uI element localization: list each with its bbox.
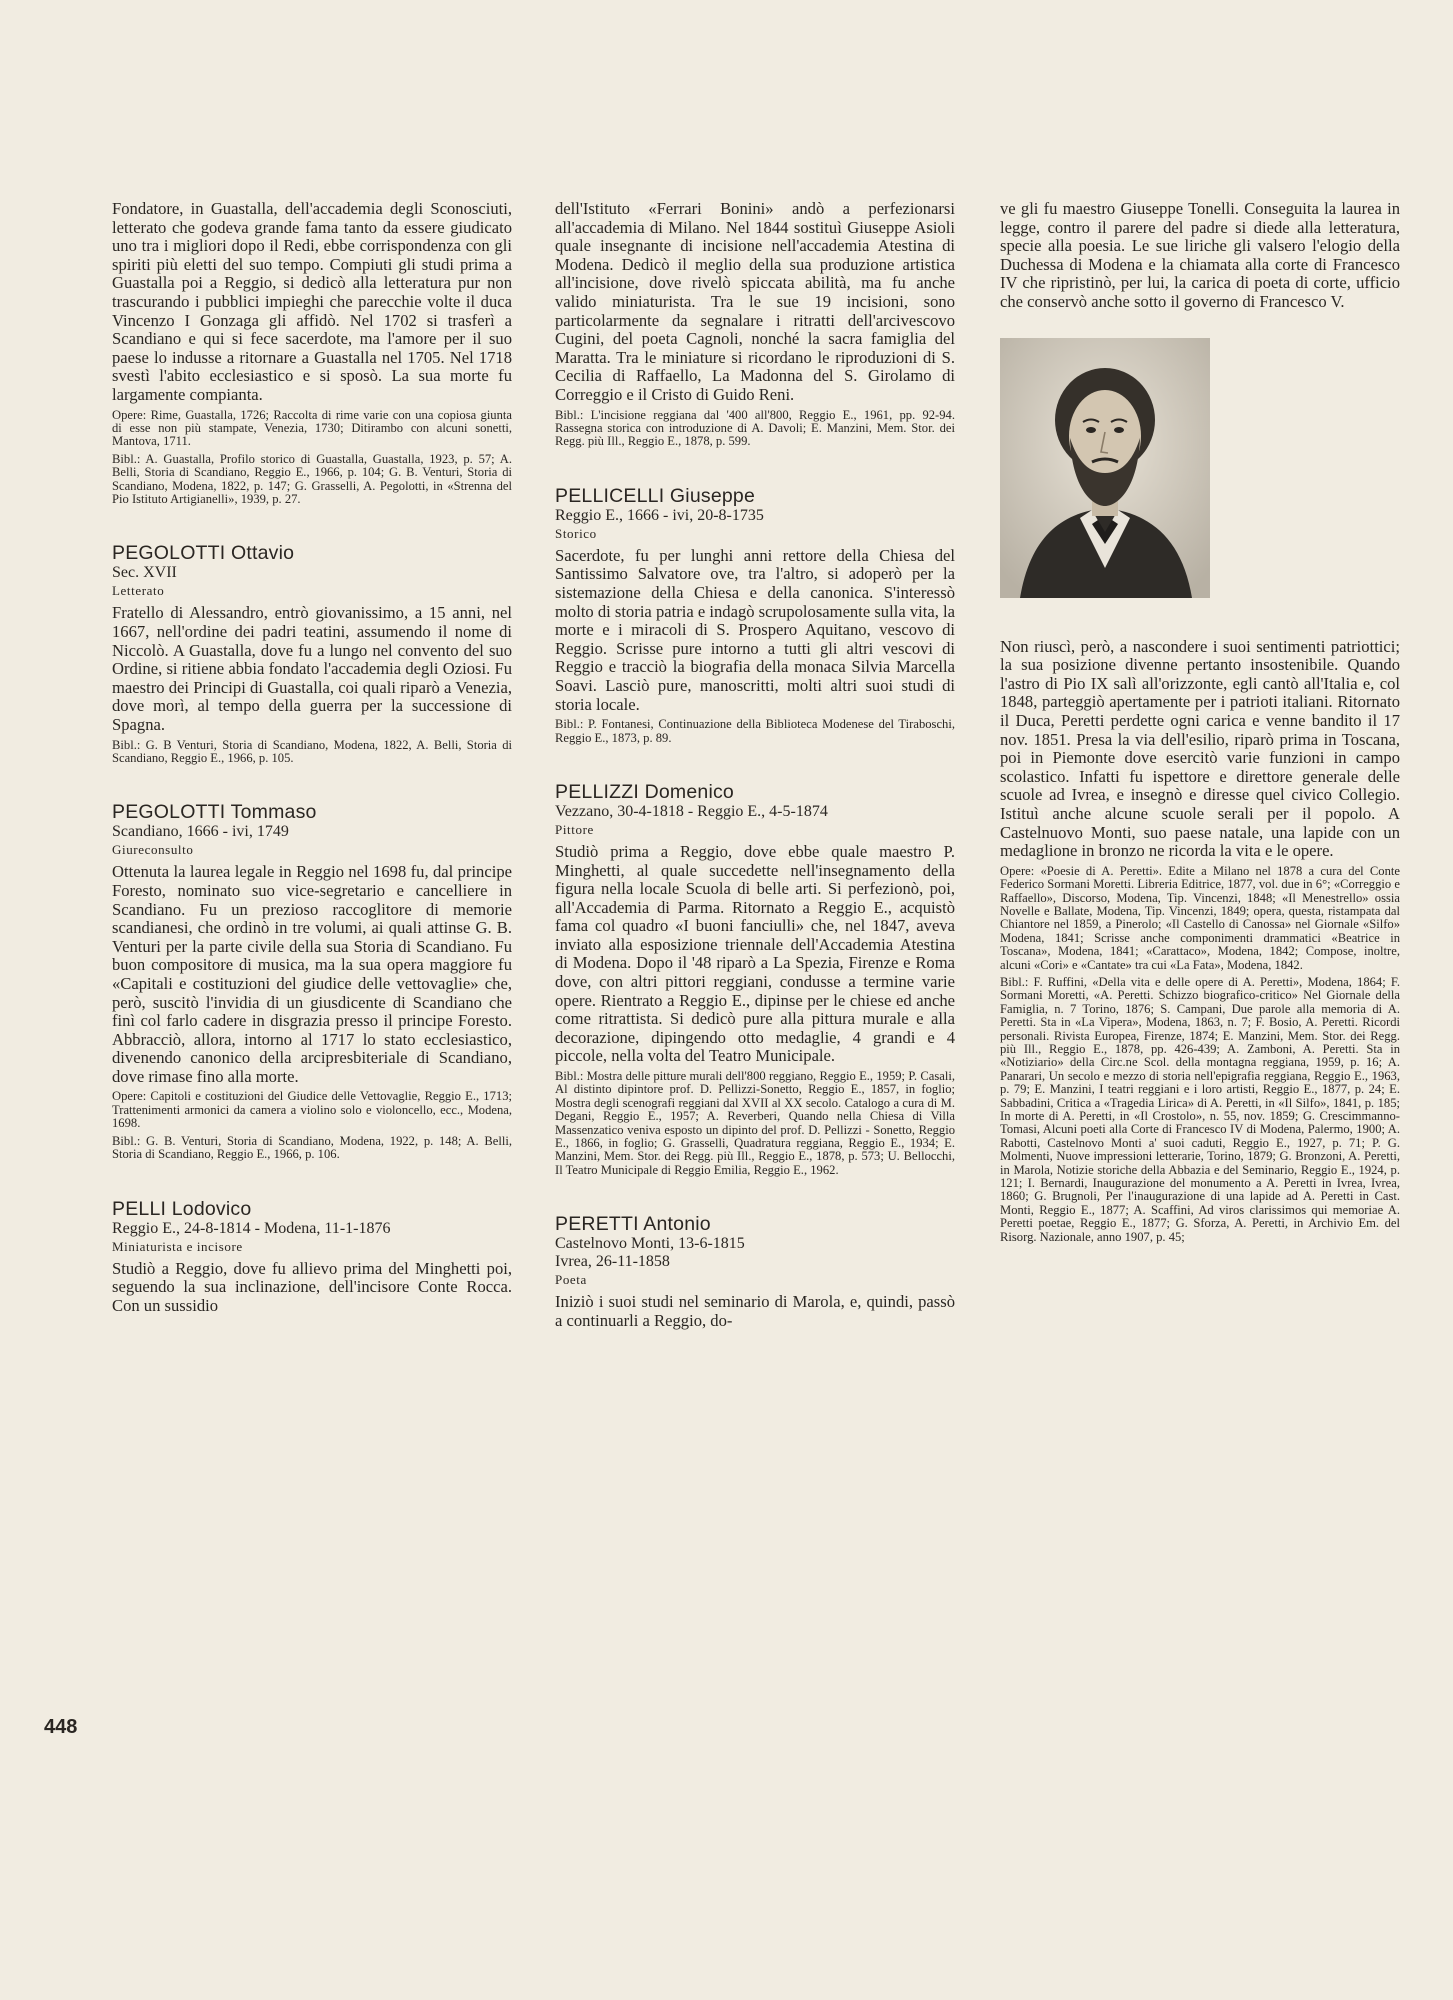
entry-pellizzi-domenico xyxy=(555,781,955,1177)
page-number: 448 xyxy=(44,1716,78,1738)
entry-name: PELLICELLI Giuseppe xyxy=(555,484,756,507)
entry-bibliography: Bibl.: G. B. Venturi, Storia di Scandiano, Modena, 1922, p. 148; A. Belli, Storia di Scandiano, Reggio E., 1966, p. 106. xyxy=(112,1133,512,1162)
intro-bibliography: Bibl.: A. Guastalla, Profilo storico di Guastalla, Guastalla, 1923, p. 57; A. Belli, Storia di Scandiano, Reggio E., 1966, p. 104; G. B. Venturi, Storia di Scandiano, Modena, 1822, p. 147; G. Grasselli, A. Pegolotti, in «Strenna del Pio Istituto Artigianelli», 1939, p. 27. xyxy=(112,451,512,506)
entry-peretti-antonio xyxy=(555,1213,955,1330)
entry-role: Giureconsulto xyxy=(112,842,194,858)
intro-text: dell'Istituto «Ferrari Bonini» andò a perfezionarsi all'accademia di Milano. Nel 1844 sostituì Giuseppe Asioli quale insegnante di incisione nell'accademia Atestina di Modena. Dedicò il meglio della sua produzione artistica all'incisione, dove rivelò spiccata abilità, ma fu anche valido miniaturista. Tra le sue 19 incisioni, sono particolarmente da segnalare i ritratti dell'arcivescovo Cugini, del poeta Cagnoli, nonché la sacra famiglia del Maratta. Tra le miniature si ricordano le riproduzioni di S. Cecilia di Raffaello, La Madonna del S. Girolamo di Correggio e il Cristo di Guido Reni. xyxy=(555,199,955,404)
entry-dates: Vezzano, 30-4-1818 - Reggio E., 4-5-1874 xyxy=(555,802,828,820)
entry-role: Poeta xyxy=(555,1272,587,1288)
entry-dates: Reggio E., 1666 - ivi, 20-8-1735 xyxy=(555,506,764,524)
column-2 xyxy=(555,200,955,1330)
continued-text: ve gli fu maestro Giuseppe Tonelli. Conseguita la laurea in legge, contro il parere del padre si diede alla letteratura, specie alla poesia. Le sue liriche gli valsero l'elogio della Duchessa di Modena e la chiamata alla corte di Francesco IV che ripristinò, per lui, la carica di poeta di corte, ufficio che conservò anche sotto il governo di Francesco V. xyxy=(1000,199,1400,311)
entry-dates: Scandiano, 1666 - ivi, 1749 xyxy=(112,823,289,841)
bibliography: Bibl.: F. Ruffini, «Della vita e delle opere di A. Peretti», Modena, 1864; F. Sormani Moretti, «A. Peretti. Schizzo biografico-critico» Nel Giornale della Famiglia, n. 7 Torino, 1876; S. Campani, Due parole alla memoria di A. Peretti. Sta in «La Vipera», Modena, 1863, n. 7; F. Bosio, A. Peretti. Ricordi personali. Rivista Europea, Firenze, 1874; E. Manzini, Mem. Stor. dei Regg. più Ill., Reggio E., 1878, pp. 426-439; A. Zamboni, A. Peretti. Sta in «Notiziario» della Circ.ne Scol. della montagna reggiana, 1959, p. 16; A. Panarari, Un secolo e mezzo di storia nell'epigrafia reggiana, Reggio E., 1963, p. 79; E. Manzini, I teatri reggiani e i loro artisti, Reggio E., 1877, p. 24; E. Sabbadini, Critica a «Tragedia Lirica» di A. Peretti, in «Il Silfo», 1841, p. 185; In morte di A. Peretti, in «Il Crostolo», n. 55, nov. 1859; G. Crescimmanno-Tomasi, Alcuni poeti alla Corte di Francesco IV di Modena, Palermo, 1900; A. Rabotti, Castelnovo Monti a' suoi caduti, Reggio E., 1927, p. 71; P. G. Molmenti, Nuove impressioni letterarie, Torino, 1879; G. Bronzoni, A. Peretti, in Marola, Notizie storiche della Abbazia e del Seminario, Reggio E., 1924, p. 121; I. Bernardi, Inaugurazione del monumento a A. Peretti in Ivrea, Ivrea, 1860; G. Brugnoli, Per l'inaugurazione di una lapide ad A. Peretti in Cast. Monti, Reggio E., 1877; A. Scaffini, Ad viros clarissimos qui memoriae A. Peretti poetae, Reggio E., 1877; G. Sforza, A. Peretti, in Archivio Em. del Risorg. Nazionale, anno 1907, p. 45; xyxy=(1000,974,1400,1244)
entry-opere: Opere: Capitoli e costituzioni del Giudice delle Vettovaglie, Reggio E., 1713; Trattenimenti armonici da camera a violino solo e violoncello, ecc., Modena, 1698. xyxy=(112,1089,512,1131)
portrait-image xyxy=(1000,338,1210,598)
entry-pelli-lodovico xyxy=(112,1198,512,1316)
entry-role: Miniaturista e incisore xyxy=(112,1238,243,1254)
opere-list: Opere: «Poesie di A. Peretti». Edite a Milano nel 1878 a cura del Conte Federico Sormani Moretti. Libreria Editrice, 1877, vol. due in 6°; «Correggio e Raffaello», Discorso, Modena, Tip. Vincenzi, 1848; «Il Menestrello» ossia Novelle e Ballate, Modena, Tip. Vincenzi, 1849; opera, questa, ristampata dal Chiantore nel 1859, a Pinerolo; «Il Castello di Canossa» nel Giornale «Silfo» Modena, 1841; Scrisse anche componimenti drammatici «Beatrice in Toscana», Modena, 1841; «Carattaco», Modena, 1842; Compose, inoltre, alcuni «Cori» e «Cantate» tra cui «La Fata», Modena, 1842. xyxy=(1000,863,1400,972)
entry-role: Pittore xyxy=(555,821,594,837)
intro-text: Fondatore, in Guastalla, dell'accademia degli Sconosciuti, letterato che godeva grande fama tanto da essere giudicato uno tra i migliori dopo il Redi, ebbe corrispondenza con gli spiriti più eletti del suo tempo. Compiuti gli studi prima a Guastalla poi a Reggio, si dedicò alla letteratura pur non trascurando i pubblici impieghi che parecchie volte il duca Vincenzo I Gonzaga gli affidò. Nel 1702 si trasferì a Scandiano e qui si fece sacerdote, ma l'amore per il suo paese lo indusse a ritornare a Guastalla nel 1705. Nel 1718 svestì l'abito ecclesiastico e si sposò. La sua morte fu largamente compianta. xyxy=(112,199,512,404)
intro-bibliography: Bibl.: L'incisione reggiana dal '400 all'800, Reggio E., 1961, pp. 92-94. Rassegna storica con introduzione di A. Davoli; E. Manzini, Mem. Stor. dei Regg. più Ill., Reggio E., 1878, p. 599. xyxy=(555,407,955,449)
entry-text: Studiò a Reggio, dove fu allievo prima del Minghetti poi, seguendo la sua inclinazione, dell'incisore Conte Rocca. Con un sussidio xyxy=(112,1258,512,1315)
entry-role: Letterato xyxy=(112,583,165,599)
entry-bibliography: Bibl.: G. B Venturi, Storia di Scandiano, Modena, 1822, A. Belli, Storia di Scandiano, Reggio E., 1966, p. 105. xyxy=(112,737,512,765)
entry-pegolotti-ottavio xyxy=(112,542,512,765)
entry-text: Studiò prima a Reggio, dove ebbe quale maestro P. Minghetti, al quale succedette nell'insegnamento della figura nella locale Scuola di belle arti. Si perfezionò, poi, all'Accademia di Parma. Ritornato a Reggio E., acquistò fama col quadro «I buoni fanciulli» che, nel 1847, aveva inviato alla esposizione triennale dell'Accademia Atestina di Modena. Dopo il '48 riparò a La Spezia, Firenze e Roma dove, con altri pittori reggiani, condusse a termine varie opere. Rientrato a Reggio E., dipinse per le chiese ed anche come ritrattista. Si dedicò pure alla pittura murale e alla decorazione, dipingendo otto medaglie, 4 grandi e 4 piccole, nella volta del Teatro Municipale. xyxy=(555,841,955,1066)
entry-name: PERETTI Antonio xyxy=(555,1213,711,1236)
entry-pegolotti-tommaso xyxy=(112,801,512,1161)
entry-role: Storico xyxy=(555,525,597,541)
entry-text: Fratello di Alessandro, entrò giovanissimo, a 15 anni, nel 1667, nell'ordine dei padri teatini, assumendo il nome di Niccolò. A Guastalla, dove fu a lungo nel convento del suo Ordine, si ritiene abbia fondato l'accademia degli Oziosi. Fu maestro dei Principi di Guastalla, coi quali riparò a Venezia, dove morì, al tempo della guerra per la successione di Spagna. xyxy=(112,603,512,734)
column-3 xyxy=(1000,200,1400,1244)
entry-text: Iniziò i suoi studi nel seminario di Marola, e, quindi, passò a continuarli a Reggio, do- xyxy=(555,1292,955,1330)
entry-name: PEGOLOTTI Ottavio xyxy=(112,542,295,565)
entry-dates: Castelnovo Monti, 13-6-1815 xyxy=(555,1235,745,1253)
entry-name: PELLI Lodovico xyxy=(112,1197,252,1220)
entry-dates: Sec. XVII xyxy=(112,564,177,582)
entry-dates: Reggio E., 24-8-1814 - Modena, 11-1-1876 xyxy=(112,1219,391,1237)
intro-opere: Opere: Rime, Guastalla, 1726; Raccolta di rime varie con una copiosa giunta di esse non più stampate, Venezia, 1730; Ditirambo con alcuni sonetti, Mantova, 1711. xyxy=(112,407,512,449)
entry-text: Ottenuta la laurea legale in Reggio nel 1698 fu, dal principe Foresto, nominato suo vice-segretario e cancelliere in Scandiano. Fu un prezioso raccoglitore di memorie scandianesi, che ordinò in tre volumi, ai quali attinse G. B. Venturi per la parte civile della sua Storia di Scandiano. Fu buon compositore di musica, ma la sua opera maggiore fu «Capitali e costituzioni del giudice delle vettovaglie» che, però, suscitò l'invidia di un giusdicente di Scandiano che finì col farlo cadere in disgrazia presso il principe Foresto. Abbracciò, allora, intorno al 1717 lo stato ecclesiastico, divenendo canonico della arcipresbiteriale di Scandiano, dove rimase fino alla morte. xyxy=(112,862,512,1086)
entry-text: Sacerdote, fu per lunghi anni rettore della Chiesa del Santissimo Salvatore ove, tra l'altro, si adoperò per la sistemazione della Chiesa e della canonica. S'interessò molto di storia patria e indagò scrupolosamente sulla vita, la morte e i miracoli di S. Prospero Aquitano, vescovo di Reggio. Scrisse pure intorno a tutti gli altri vescovi di Reggio e tracciò la biografia della monaca Silvia Marcella Soavi. Lasciò pure, manoscritti, molti altri suoi studi di storia locale. xyxy=(555,545,955,714)
entry-bibliography: Bibl.: Mostra delle pitture murali dell'800 reggiano, Reggio E., 1959; P. Casali, Al distinto dipintore prof. D. Pellizzi-Sonetto, Reggio E., 1857, in foglio; Mostra degli scenografi reggiani dal XVII al XX secolo. Catalogo a cura di M. Degani, Reggio E., 1957; A. Reverberi, Quando nella Chiesa di Villa Massenzatico veniva esposto un dipinto del prof. D. Pellizzi - Sonetto, Reggio E., 1866, in foglio; G. Grasselli, Quadratura reggiana, Reggio E., 1934; E. Manzini, Mem. Stor. dei Regg. più Ill., Reggio E., 1878, p. 573; U. Bellocchi, Il Teatro Municipale di Reggio Emilia, Reggio E., 1962. xyxy=(555,1069,955,1177)
continued-text-after-portrait: Non riuscì, però, a nascondere i suoi sentimenti patriottici; la sua posizione divenne pertanto insostenibile. Quando l'astro di Pio IX salì all'orizzonte, egli cantò all'Italia e, col 1848, parteggiò apertamente per i patrioti italiani. Ritornato il Duca, Peretti perdette ogni carica e venne bandito il 17 nov. 1851. Presa la via dell'esilio, riparò prima in Toscana, poi in Piemonte dove esercitò varie funzioni in campo scolastico. Infatti fu ispettore e direttore generale delle scuole ad Ivrea, e insegnò e diresse quel civico Collegio. Istituì anche alcune scuole serali per il popolo. A Castelnuovo Monti, suo paese natale, una lapide con un medaglione in bronzo ne ricorda la vita e le opere. xyxy=(1000,636,1400,861)
entry-pellicelli-giuseppe xyxy=(555,485,955,745)
entry-name: PEGOLOTTI Tommaso xyxy=(112,801,317,824)
entry-dates-death: Ivrea, 26-11-1858 xyxy=(555,1253,670,1271)
portrait-of-antonio-peretti xyxy=(1000,338,1210,598)
entry-name: PELLIZZI Domenico xyxy=(555,780,734,803)
entry-bibliography: Bibl.: P. Fontanesi, Continuazione della Biblioteca Modenese del Tiraboschi, Reggio E., 1873, p. 89. xyxy=(555,717,955,745)
column-1 xyxy=(112,200,512,1315)
